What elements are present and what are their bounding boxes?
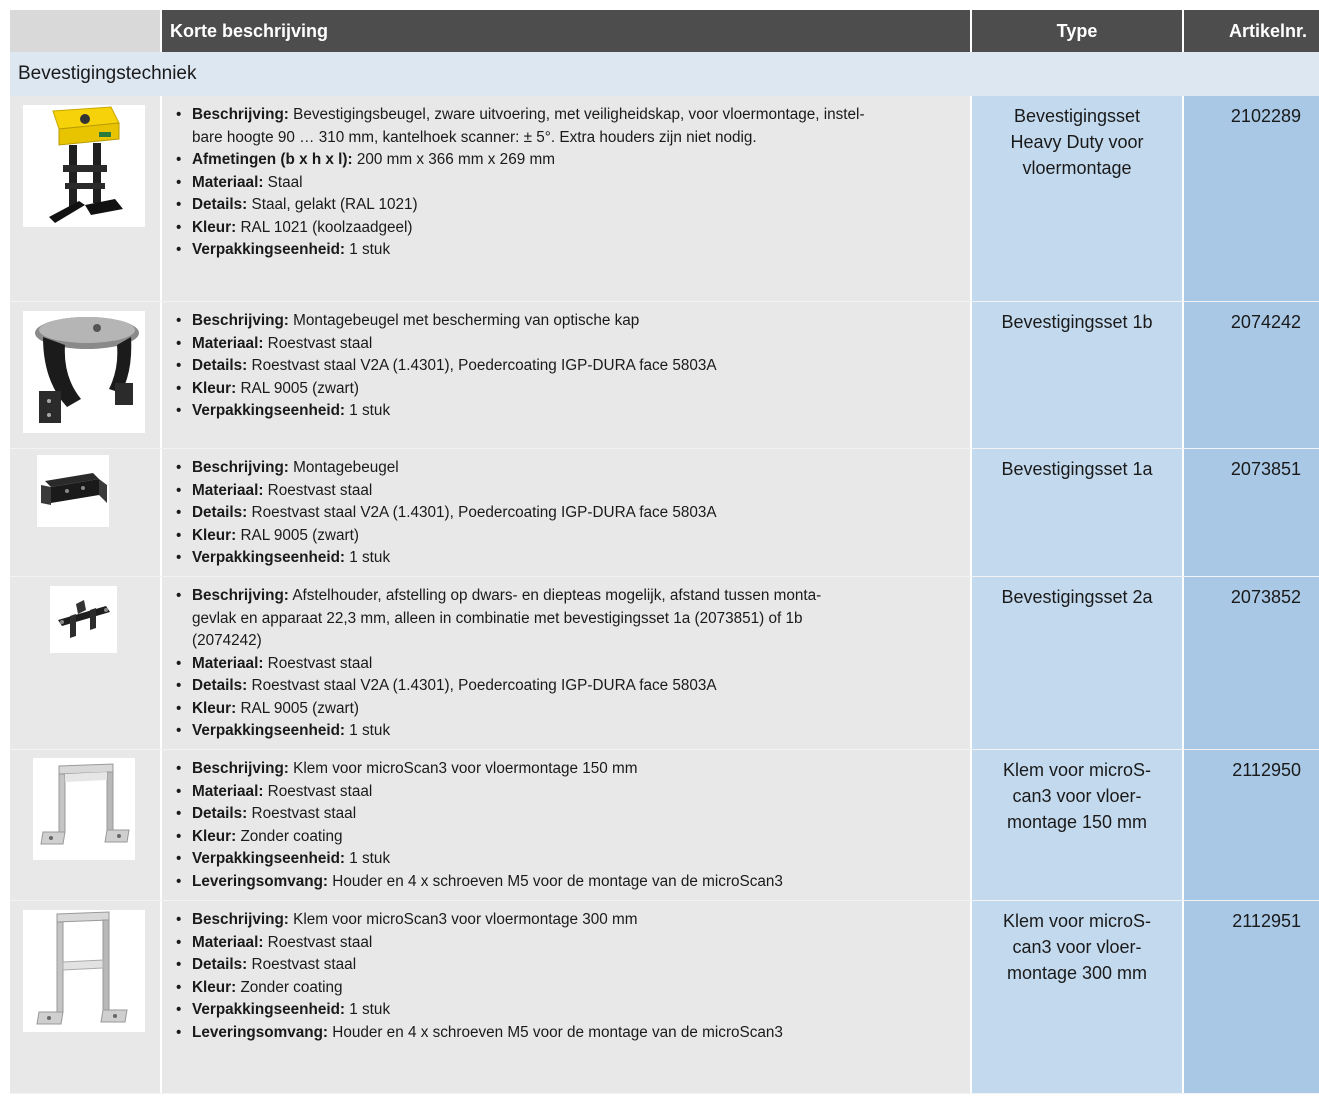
yellow-hooded-floor-bracket-icon [23, 105, 145, 227]
header-image-column [10, 10, 160, 52]
table-row [10, 449, 1319, 577]
spec-line: • Details: Roestvast staal V2A (1.4301), Poedercoating IGP-DURA face 5803A [170, 675, 960, 698]
spec-line: • Beschrijving: Bevestigingsbeugel, zware uitvoering, met veiligheidskap, voor vloermontage, instel- bare hoogte 90 … 310 mm, kantelhoek scanner: ± 5°. Extra houders zijn niet nodig. [170, 104, 960, 149]
spec-line: • Details: Roestvast staal [170, 803, 960, 826]
article-cell: 2102289 [1184, 96, 1319, 301]
spec-line: • Beschrijving: Klem voor microScan3 voor vloermontage 300 mm [170, 909, 960, 932]
spec-line: • Materiaal: Roestvast staal [170, 781, 960, 804]
spec-line: • Materiaal: Roestvast staal [170, 653, 960, 676]
product-image-cell [10, 750, 160, 900]
spec-line: • Verpakkingseenheid: 1 stuk [170, 547, 960, 570]
spec-line: • Verpakkingseenheid: 1 stuk [170, 848, 960, 871]
table-row [10, 577, 1319, 750]
header-type: Type [972, 10, 1182, 52]
table-header [10, 10, 1319, 52]
spec-line: • Kleur: RAL 9005 (zwart) [170, 525, 960, 548]
product-image-cell [10, 577, 160, 749]
product-image-cell [10, 449, 160, 576]
product-image-cell [10, 96, 160, 301]
spec-line: • Kleur: Zonder coating [170, 826, 960, 849]
table-row [10, 96, 1319, 302]
spec-line: • Beschrijving: Afstelhouder, afstelling op dwars- en diepteas mogelijk, afstand tussen monta- gevlak en apparaat 22,3 mm, alleen in combinatie met bevestigingsset 1a (2073851) of 1b (2074242) [170, 585, 960, 653]
article-cell: 2074242 [1184, 302, 1319, 448]
type-cell: Klem voor microS-can3 voor vloer-montage 300 mm [972, 901, 1182, 1093]
alignment-bracket-icon [50, 586, 117, 653]
spec-line: • Beschrijving: Montagebeugel [170, 457, 960, 480]
spec-line: • Details: Roestvast staal V2A (1.4301), Poedercoating IGP-DURA face 5803A [170, 355, 960, 378]
mounting-bracket-icon [37, 455, 109, 527]
spec-line: • Beschrijving: Klem voor microScan3 voor vloermontage 150 mm [170, 758, 960, 781]
type-cell: Bevestigingsset 1b [972, 302, 1182, 448]
spec-line: • Materiaal: Roestvast staal [170, 333, 960, 356]
table-row [10, 750, 1319, 901]
type-cell: Bevestigingsset Heavy Duty voor vloermontage [972, 96, 1182, 301]
spec-line: • Kleur: RAL 9005 (zwart) [170, 698, 960, 721]
spec-line: • Details: Staal, gelakt (RAL 1021) [170, 194, 960, 217]
spec-line: • Afmetingen (b x h x l): 200 mm x 366 mm x 269 mm [170, 149, 960, 172]
description-cell [162, 577, 970, 749]
spec-line: • Leveringsomvang: Houder en 4 x schroeven M5 voor de montage van de microScan3 [170, 1022, 960, 1045]
article-cell: 2112950 [1184, 750, 1319, 900]
header-description: Korte beschrijving [162, 10, 970, 52]
spec-line: • Verpakkingseenheid: 1 stuk [170, 400, 960, 423]
section-title: Bevestigingstechniek [10, 52, 1319, 96]
article-cell: 2073852 [1184, 577, 1319, 749]
article-cell: 2073851 [1184, 449, 1319, 576]
description-cell [162, 901, 970, 1093]
table-row [10, 302, 1319, 449]
spec-line: • Kleur: RAL 9005 (zwart) [170, 378, 960, 401]
description-cell [162, 96, 970, 301]
floor-clamp-150-icon [33, 758, 135, 860]
floor-clamp-300-icon [23, 910, 145, 1032]
spec-line: • Verpakkingseenheid: 1 stuk [170, 999, 960, 1022]
article-cell: 2112951 [1184, 901, 1319, 1093]
spec-line: • Beschrijving: Montagebeugel met bescherming van optische kap [170, 310, 960, 333]
protective-hood-bracket-icon [23, 311, 145, 433]
spec-line: • Materiaal: Roestvast staal [170, 932, 960, 955]
type-cell: Bevestigingsset 1a [972, 449, 1182, 576]
spec-line: • Leveringsomvang: Houder en 4 x schroeven M5 voor de montage van de microScan3 [170, 871, 960, 894]
type-cell: Bevestigingsset 2a [972, 577, 1182, 749]
spec-line: • Details: Roestvast staal [170, 954, 960, 977]
spec-line: • Materiaal: Roestvast staal [170, 480, 960, 503]
header-article: Artikelnr. [1184, 10, 1319, 52]
product-image-cell [10, 302, 160, 448]
spec-line: • Kleur: Zonder coating [170, 977, 960, 1000]
spec-line: • Verpakkingseenheid: 1 stuk [170, 239, 960, 262]
spec-line: • Kleur: RAL 1021 (koolzaadgeel) [170, 217, 960, 240]
spec-line: • Details: Roestvast staal V2A (1.4301), Poedercoating IGP-DURA face 5803A [170, 502, 960, 525]
accessories-table [10, 10, 1319, 1094]
type-cell: Klem voor microS-can3 voor vloer-montage 150 mm [972, 750, 1182, 900]
product-image-cell [10, 901, 160, 1093]
spec-line: • Materiaal: Staal [170, 172, 960, 195]
description-cell [162, 750, 970, 900]
table-row [10, 901, 1319, 1094]
description-cell [162, 449, 970, 576]
spec-line: • Verpakkingseenheid: 1 stuk [170, 720, 960, 743]
description-cell [162, 302, 970, 448]
